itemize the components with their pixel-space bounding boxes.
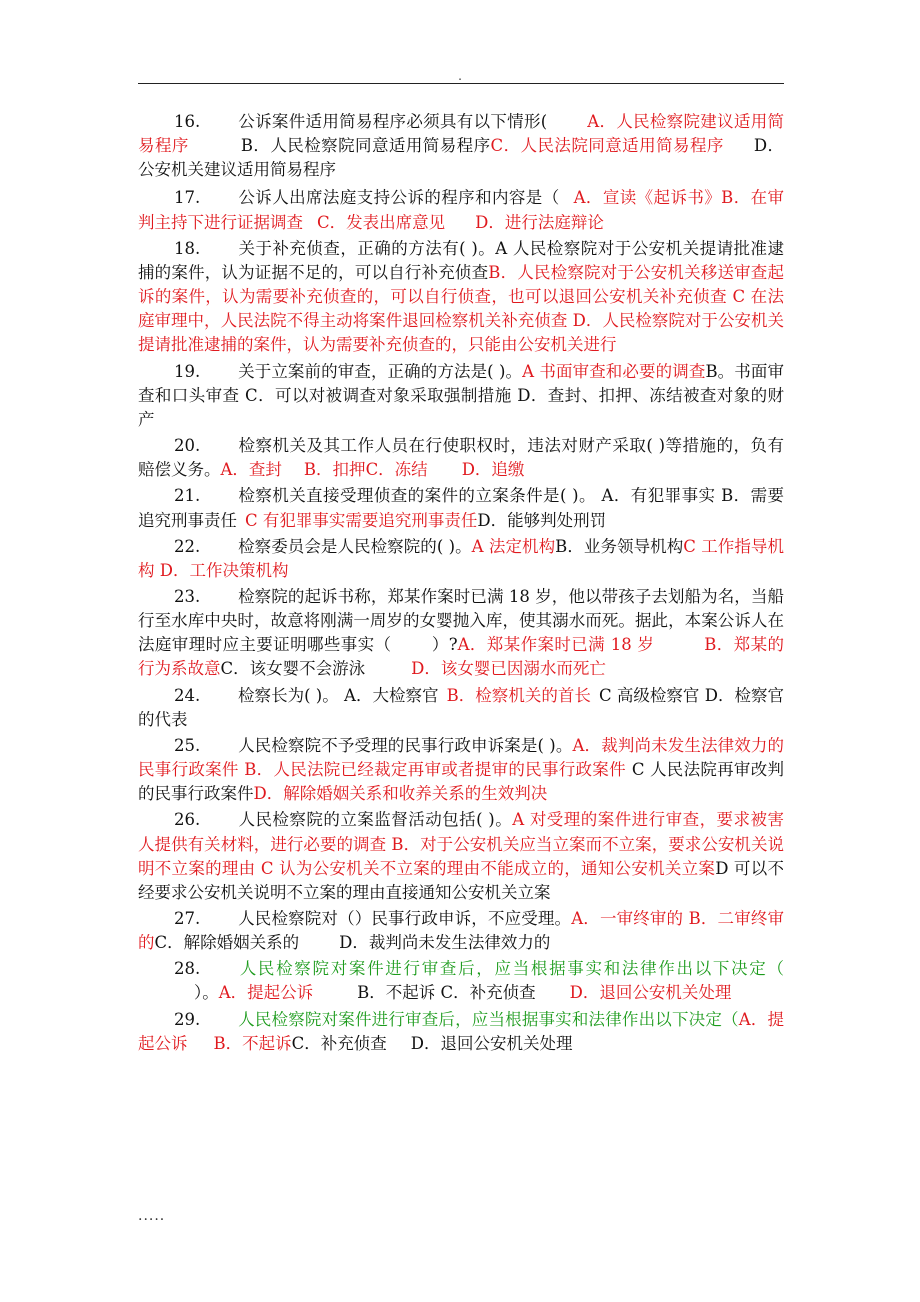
question-text: B。书面审查和口头审查 C．可以对被调查对象采取强制措施 D．查封、扣押、冻结被查对象的财产 xyxy=(138,361,784,429)
question-text: C．该女婴不会游泳 xyxy=(220,659,366,679)
question-text: D．裁判尚未发生法律效力的 xyxy=(339,933,551,953)
answer-option-highlight: C 有犯罪事实需要追究刑事责任 xyxy=(245,510,478,530)
question-20 xyxy=(138,434,784,482)
answer-option-highlight: D．追缴 xyxy=(461,460,525,480)
question-number: 26. xyxy=(174,810,201,830)
question-text: 公诉人出席法庭支持公诉的程序和内容是（ xyxy=(238,188,560,208)
question-number: 21. xyxy=(174,486,201,506)
question-21 xyxy=(138,484,784,532)
question-text: D 可以不经要求公安机关说明不立案的理由直接通知公安机关立案 xyxy=(138,858,784,902)
question-number: 19. xyxy=(174,361,201,381)
question-25 xyxy=(138,734,784,806)
question-18 xyxy=(138,237,784,358)
question-29 xyxy=(138,1008,784,1056)
question-22 xyxy=(138,535,784,583)
answer-option-highlight: C．冻结 xyxy=(365,460,428,480)
answer-option-highlight: D．退回公安机关处理 xyxy=(569,983,732,1003)
question-text: D．能够判处刑罚 xyxy=(477,510,607,530)
question-text: B．不起诉 C．补充侦查 xyxy=(357,983,536,1003)
question-text: 人民检察院对（）民事行政申诉，不应受理。 xyxy=(238,909,572,928)
question-number: 25. xyxy=(174,735,201,755)
answer-option-highlight: A．查封 xyxy=(220,460,282,480)
question-text: C．解除婚姻关系的 xyxy=(154,933,300,953)
answer-option-highlight: A 对受理的案件进行审查，要求被害人提供有关材料，进行必要的调查 B．对于公安机关应当立案而不立案，要求公安机关说明不立案的理由 C 认为公安机关不立案的理由不能成立的，通知公安机关立案 xyxy=(138,810,784,878)
question-number: 20. xyxy=(174,436,201,456)
question-number: 18. xyxy=(174,238,201,258)
question-number: 23. xyxy=(174,586,201,606)
answer-option-highlight: B．人民检察院对于公安机关移送审查起诉的案件，认为需要补充侦查的，可以自行侦查，也可以退回公安机关补充侦查 C 在法庭审理中，人民法院不得主动将案件退回检察机关补充侦查 D．人民检察院对于公安机关提请批准逮捕的案件，认为需要补充侦查的，只能由公安机关进行 xyxy=(138,262,784,355)
question-number: 22. xyxy=(174,536,201,556)
question-16 xyxy=(138,110,784,182)
footer-mark: ..... xyxy=(138,1208,166,1224)
answer-option-highlight: B．郑某的行为系故意 xyxy=(138,635,784,679)
answer-option-highlight: B．检察机关的首长 xyxy=(446,685,591,705)
question-list xyxy=(138,110,784,1056)
question-number: 28. xyxy=(174,959,201,979)
question-24 xyxy=(138,684,784,732)
answer-option-highlight: C 工作指导机构 D．工作决策机构 xyxy=(138,536,784,580)
header-mark: . xyxy=(458,69,462,83)
answer-option-highlight: A．提起公诉 xyxy=(138,1009,785,1053)
question-text: C 人民法院再审改判的民事行政案件 xyxy=(138,760,784,804)
question-text: 检察机关及其工作人员在行使职权时，违法对财产采取( )等措施的，负有赔偿义务。 xyxy=(138,436,784,480)
answer-option-highlight: A．一审终审的 B．二审终审的 xyxy=(138,909,784,953)
question-number: 29. xyxy=(174,1009,201,1029)
answer-option-highlight: D．解除婚姻关系和收养关系的生效判决 xyxy=(253,784,548,804)
question-19 xyxy=(138,360,784,432)
question-text: 人民检察院的立案监督活动包括( )。 xyxy=(238,810,513,830)
question-text: 公诉案件适用简易程序必须具有以下情形( xyxy=(238,112,548,131)
question-text: ）? xyxy=(431,635,458,655)
question-27 xyxy=(138,907,784,955)
answer-option-highlight: A．提起公诉 xyxy=(218,983,314,1003)
answer-option-highlight: C．发表出席意见 xyxy=(317,212,446,232)
question-text: 关于补充侦查，正确的方法有( )。A 人民检察院对于公安机关提请批准逮捕的案件，认为证据不足的，可以自行补充侦查 xyxy=(138,238,784,282)
answer-option-highlight: D．进行法庭辩论 xyxy=(475,212,604,232)
answer-option-highlight: D．该女婴已因溺水而死亡 xyxy=(411,659,606,679)
answer-option-highlight: B．扣押 xyxy=(303,460,366,480)
question-text: D．退回公安机关处理 xyxy=(410,1033,573,1053)
question-text: 检察长为( )。 A．大检察官 xyxy=(238,685,439,705)
question-text: ）。 xyxy=(194,983,219,1003)
question-text: 检察机关直接受理侦查的案件的立案条件是( )。 A．有犯罪事实 B．需要追究刑事责任 xyxy=(138,486,784,530)
answer-option-highlight: A．宣读《起诉书》B．在审判主持下进行证据调查 xyxy=(138,188,785,232)
header-rule xyxy=(138,83,784,84)
question-number: 24. xyxy=(174,685,201,705)
answer-option-highlight: A．裁判尚未发生法律效力的民事行政案件 B．人民法院已经裁定再审或者提审的民事行政案件 xyxy=(138,735,785,780)
question-28 xyxy=(138,957,784,1005)
question-text: C．补充侦查 xyxy=(291,1033,387,1053)
answer-option-highlight: A．人民检察院建议适用简易程序 xyxy=(138,112,785,156)
question-number: 16. xyxy=(174,112,201,131)
question-number: 27. xyxy=(174,909,201,928)
question-26 xyxy=(138,808,784,905)
question-text: 人民检察院不予受理的民事行政申诉案是( )。 xyxy=(238,735,573,755)
answer-option-highlight: A．郑某作案时已满 18 岁 xyxy=(457,635,655,655)
question-17 xyxy=(138,186,784,234)
question-stem-highlight: 人民检察院对案件进行审查后，应当根据事实和法律作出以下决定（ xyxy=(238,1009,739,1029)
answer-option-highlight: C．人民法院同意适用简易程序 xyxy=(490,136,724,156)
question-text: B．人民检察院同意适用简易程序 xyxy=(240,136,491,156)
answer-option-highlight: A 法定机构 xyxy=(471,536,556,556)
answer-option-highlight: B．不起诉 xyxy=(213,1033,292,1053)
question-text: B．业务领导机构 xyxy=(555,536,684,556)
answer-option-highlight: A 书面审查和必要的调查 xyxy=(522,361,706,381)
question-text: C 高级检察官 D．检察官的代表 xyxy=(138,685,785,729)
question-text: D．公安机关建议适用简易程序 xyxy=(138,136,784,180)
question-text: 检察院的起诉书称，郑某作案时已满 18 岁，他以带孩子去划船为名，当船行至水库中央时，故意将刚满一周岁的女婴抛入库，使其溺水而死。据此，本案公诉人在法庭审理时应主要证明哪些事实（ xyxy=(138,586,784,655)
question-text: 关于立案前的审查，正确的方法是( )。 xyxy=(238,361,523,381)
question-number: 17. xyxy=(174,188,201,208)
question-text: 检察委员会是人民检察院的( )。 xyxy=(238,536,472,556)
question-23 xyxy=(138,585,784,682)
question-stem-highlight: 人民检察院对案件进行审查后，应当根据事实和法律作出以下决定（ xyxy=(238,959,784,979)
